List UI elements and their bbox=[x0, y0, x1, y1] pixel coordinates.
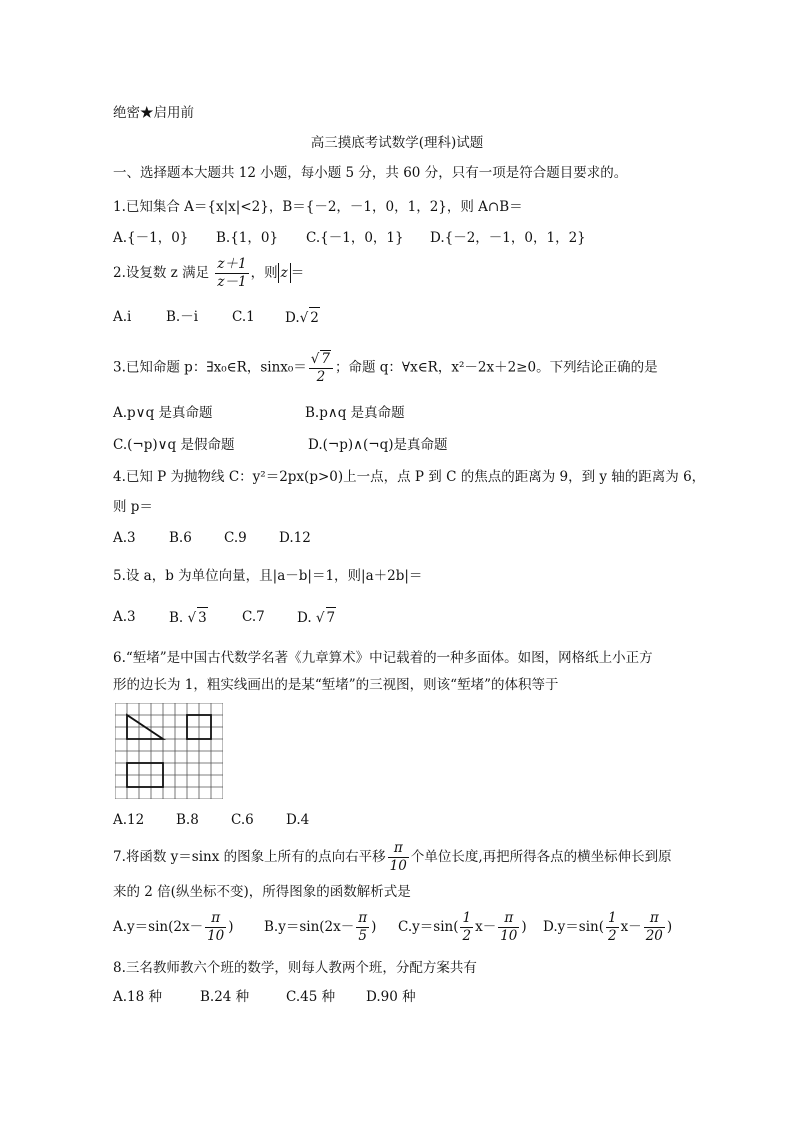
q5-option-b: B. √ 3 bbox=[169, 607, 208, 628]
q5-option-c: C.7 bbox=[242, 609, 265, 625]
q7-fraction: $\frac{\pi}{10}$ bbox=[389, 840, 407, 874]
q4-option-d: D.12 bbox=[279, 530, 311, 546]
q1-option-d: D.{－2，－1，0，1，2} bbox=[430, 230, 586, 246]
q5-option-d: D. √ 7 bbox=[297, 607, 336, 628]
q6-stem-line1: 6.“堑堵”是中国古代数学名著《九章算术》中记载着的一种多面体。如图，网格纸上小正方 bbox=[113, 650, 653, 666]
confidential-label: 绝密★启用前 bbox=[113, 105, 194, 121]
q6-option-b: B.8 bbox=[176, 812, 199, 828]
q8-option-a: A.18 种 bbox=[113, 989, 163, 1005]
q7-stem-line1: 7.将函数 y＝sinx 的图象上所有的点向右平移 $\frac{\pi}{10}$ 个单位长度,再把所得各点的横坐标伸长到原 bbox=[113, 840, 672, 874]
q7-option-b: B.y＝sin(2x－ $\frac{\pi}{5}$ ) bbox=[264, 910, 377, 944]
q4-stem-line2: 则 p＝ bbox=[113, 499, 153, 515]
q2-stem: 2.设复数 z 满足 $\frac{z+1}{z-1}$ ，则 z ＝ bbox=[113, 256, 305, 290]
q2-option-b: B.－i bbox=[166, 309, 199, 325]
q3-option-b: B.p∧q 是真命题 bbox=[305, 405, 405, 421]
q6-option-a: A.12 bbox=[113, 812, 145, 828]
q2-option-d: D.√ 2 bbox=[285, 307, 320, 328]
q6-option-d: D.4 bbox=[286, 812, 310, 828]
q3-fraction: $\frac{√ 7}{2}$ bbox=[309, 350, 333, 386]
q6-option-c: C.6 bbox=[231, 812, 254, 828]
q4-option-a: A.3 bbox=[113, 530, 136, 546]
section-heading: 一、选择题本大题共 12 小题，每小题 5 分，共 60 分，只有一项是符合题目要求的。 bbox=[113, 165, 628, 181]
q8-stem: 8.三名教师教六个班的数学，则每人教两个班，分配方案共有 bbox=[113, 960, 477, 976]
q3-option-d: D.(¬p)∧(¬q)是真命题 bbox=[308, 437, 448, 453]
q3-option-a: A.p∨q 是真命题 bbox=[113, 405, 213, 421]
q7-option-a: A.y＝sin(2x－ $\frac{\pi}{10}$ ) bbox=[113, 910, 234, 944]
q7-option-d: D.y＝sin( $\frac{1}{2}$ x－ $\frac{\pi}{20}$ ) bbox=[543, 910, 673, 944]
q1-option-c: C.{－1，0，1} bbox=[306, 230, 404, 246]
q7-option-c: C.y＝sin( $\frac{1}{2}$ x－ $\frac{\pi}{10}$ ) bbox=[398, 910, 527, 944]
q2-option-c: C.1 bbox=[232, 309, 255, 325]
exam-title: 高三摸底考试数学(理科)试题 bbox=[310, 135, 484, 151]
q1-option-a: A.{－1，0} bbox=[113, 230, 189, 246]
q4-option-b: B.6 bbox=[169, 530, 192, 546]
q3-stem: 3.已知命题 p：∃x₀∈R，sinx₀＝ $\frac{√ 7}{2}$ ；命题 q：∀x∈R，x²－2x＋2≥0。下列结论正确的是 bbox=[113, 351, 658, 385]
q2-option-a: A.i bbox=[113, 309, 132, 325]
q8-option-b: B.24 种 bbox=[200, 989, 250, 1005]
q8-option-c: C.45 种 bbox=[286, 989, 336, 1005]
q8-option-d: D.90 种 bbox=[366, 989, 416, 1005]
q1-stem: 1.已知集合 A＝{x|x|<2}，B＝{－2，－1，0，1，2}，则 A∩B＝ bbox=[113, 199, 523, 215]
q1-option-b: B.{1，0} bbox=[216, 230, 279, 246]
q6-stem-line2: 形的边长为 1，粗实线画出的是某“堑堵”的三视图，则该“堑堵”的体积等于 bbox=[113, 677, 559, 693]
q7-stem-line2: 来的 2 倍(纵坐标不变)，所得图象的函数解析式是 bbox=[113, 884, 411, 900]
q2-fraction: $\frac{z+1}{z-1}$ bbox=[217, 256, 247, 290]
q4-option-c: C.9 bbox=[224, 530, 247, 546]
q3-option-c: C.(¬p)∨q 是假命题 bbox=[113, 437, 235, 453]
three-view-grid-figure bbox=[115, 703, 223, 799]
q5-stem: 5.设 a，b 为单位向量，且|a－b|＝1，则|a＋2b|＝ bbox=[113, 568, 423, 584]
q4-stem-line1: 4.已知 P 为抛物线 C：y²＝2px(p>0)上一点，点 P 到 C 的焦点的距离为 9，到 y 轴的距离为 6， bbox=[113, 469, 706, 485]
q5-option-a: A.3 bbox=[113, 609, 136, 625]
